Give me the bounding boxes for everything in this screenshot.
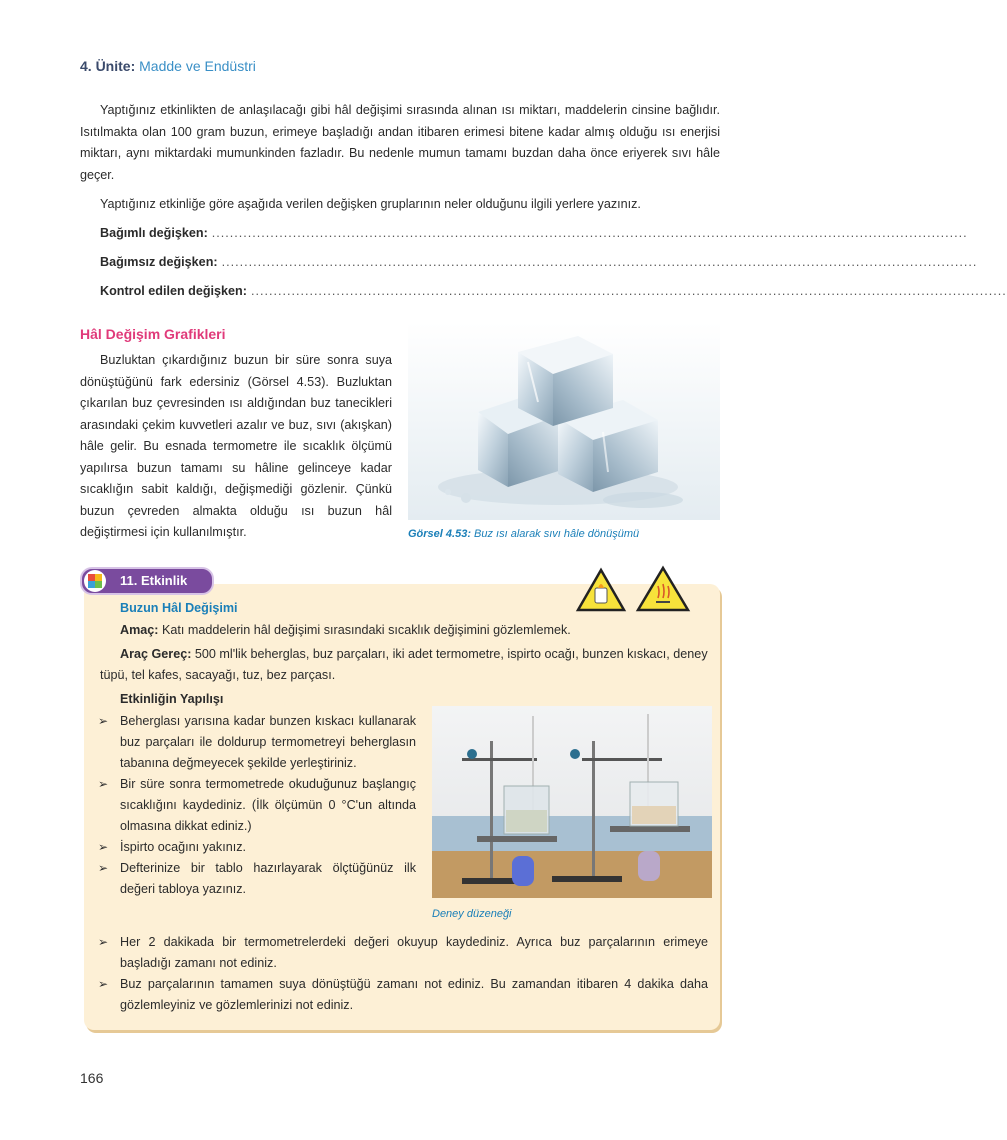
intro-paragraph-2: Yaptığınız etkinliğe göre aşağıda verilen değişken gruplarının neler olduğunu ilgili yerlere yazınız.	[100, 197, 641, 211]
experiment-setup-photo	[432, 706, 712, 898]
question-label: Kontrol edilen değişken:	[100, 284, 247, 298]
question-label: Bağımsız değişken:	[100, 255, 218, 269]
tools-text: 500 ml'lik beherglas, buz parçaları, iki adet termometre, ispirto ocağı, bunzen kıskacı, deney tüpü, tel kafes, sacayağı, tuz, bez parçası.	[100, 647, 708, 682]
activity-badge-label: 11. Etkinlik	[120, 573, 188, 588]
section-body	[80, 350, 392, 544]
aim-label: Amaç:	[120, 623, 159, 637]
arrow-bullet-icon: ➢	[98, 777, 109, 791]
arrow-bullet-icon: ➢	[98, 861, 109, 875]
list-item	[98, 858, 416, 900]
activity-title: Buzun Hâl Değişimi	[120, 601, 238, 615]
step-text: Defterinize bir tablo hazırlayarak ölçtüğünüz ilk değeri tabloya yazınız.	[120, 861, 416, 896]
step-text: İspirto ocağını yakınız.	[120, 840, 246, 854]
section-title: Hâl Değişim Grafikleri	[80, 326, 226, 342]
figure-caption-experiment: Deney düzeneği	[432, 908, 512, 920]
page-number: 166	[80, 1070, 104, 1086]
steps-title: Etkinliğin Yapılışı	[120, 692, 224, 706]
answer-line[interactable]: ........................................................................................................................................................................	[250, 284, 1007, 298]
unit-title: Madde ve Endüstri	[139, 58, 256, 74]
arrow-bullet-icon: ➢	[98, 935, 109, 949]
steps-list-left	[98, 711, 416, 900]
arrow-bullet-icon: ➢	[98, 840, 109, 854]
question-independent	[100, 255, 978, 269]
tools-label: Araç Gereç:	[120, 647, 192, 661]
question-label: Bağımlı değişken:	[100, 226, 208, 240]
intro-paragraph-1: Yaptığınız etkinlikten de anlaşılacağı gibi hâl değişimi sırasında alınan ısı miktarı, maddelerin cinsine bağlıdır. Isıtılmakta olan 100 gram buzun, erimeye başladığı andan itibaren erimesi bitene kadar almış olduğu ısı enerjisi miktarı, aynı miktardaki mumunkinden fazladır. Bu nedenle mumun tamamı buzdan daha önce eriyerek sıvı hâle geçer.	[80, 103, 720, 182]
step-text: Buz parçalarının tamamen suya dönüştüğü zamanı not ediniz. Bu zamandan itibaren 4 dakika daha gözlemleyiniz ve gözlemlerinizi not ediniz.	[120, 977, 708, 1012]
question-dependent	[100, 226, 968, 240]
unit-number: 4. Ünite:	[80, 58, 136, 74]
activity-icon	[84, 570, 106, 592]
steps-list-full	[98, 932, 708, 1016]
intro-text	[80, 100, 720, 216]
activity-aim	[120, 620, 720, 641]
list-item	[98, 711, 416, 774]
activity-tools	[100, 644, 720, 686]
step-text: Her 2 dakikada bir termometrelerdeki değeri okuyup kaydediniz. Ayrıca buz parçalarının erimeye başladığı zamanı not ediniz.	[120, 935, 708, 970]
figure-caption-ice	[408, 528, 639, 540]
list-item	[98, 837, 416, 858]
page-header	[80, 58, 256, 74]
section-paragraph: Buzluktan çıkardığınız buzun bir süre sonra suya dönüştüğünü fark edersiniz (Görsel 4.53). Buzluktan çıkarılan buz çevresinden ısı aldığından buz tanecikleri arasındaki çekim kuvvetleri azalır ve buz, sıvı (akışkan) hâle gelir. Bu esnada termometre ile sıcaklık ölçümü yapılırsa buzun tamamı su hâline gelinceye kadar sıcaklığın sabit kaldığı, değişmediği gözlenir. Çünkü buzun çevreden almakta olduğu ısı buzun hâl değiştirmesi için kullanılmıştır.	[80, 353, 392, 539]
step-text: Beherglası yarısına kadar bunzen kıskacı kullanarak buz parçaları ile doldurup termometreyi beherglasın tabanına değmeyecek şekilde yerleştiriniz.	[120, 714, 416, 770]
list-item	[98, 932, 708, 974]
hot-surface-warning-icon	[636, 566, 690, 617]
activity-badge	[80, 567, 214, 595]
fire-warning-icon	[576, 568, 626, 617]
answer-line[interactable]: ........................................................................................................................................................................	[211, 226, 968, 240]
list-item	[98, 974, 708, 1016]
figure-text: Buz ısı alarak sıvı hâle dönüşümü	[474, 528, 640, 540]
question-controlled	[100, 284, 1007, 298]
step-text: Bir süre sonra termometrede okuduğunuz başlangıç sıcaklığını kaydediniz. (İlk ölçümün 0 °C'un altında olmasına dikkat ediniz.)	[120, 777, 416, 833]
arrow-bullet-icon: ➢	[98, 714, 109, 728]
answer-line[interactable]: ........................................................................................................................................................................	[221, 255, 978, 269]
arrow-bullet-icon: ➢	[98, 977, 109, 991]
figure-label: Görsel 4.53:	[408, 528, 471, 540]
aim-text: Katı maddelerin hâl değişimi sırasındaki sıcaklık değişimini gözlemlemek.	[162, 623, 571, 637]
list-item	[98, 774, 416, 837]
ice-cubes-photo	[408, 322, 720, 520]
